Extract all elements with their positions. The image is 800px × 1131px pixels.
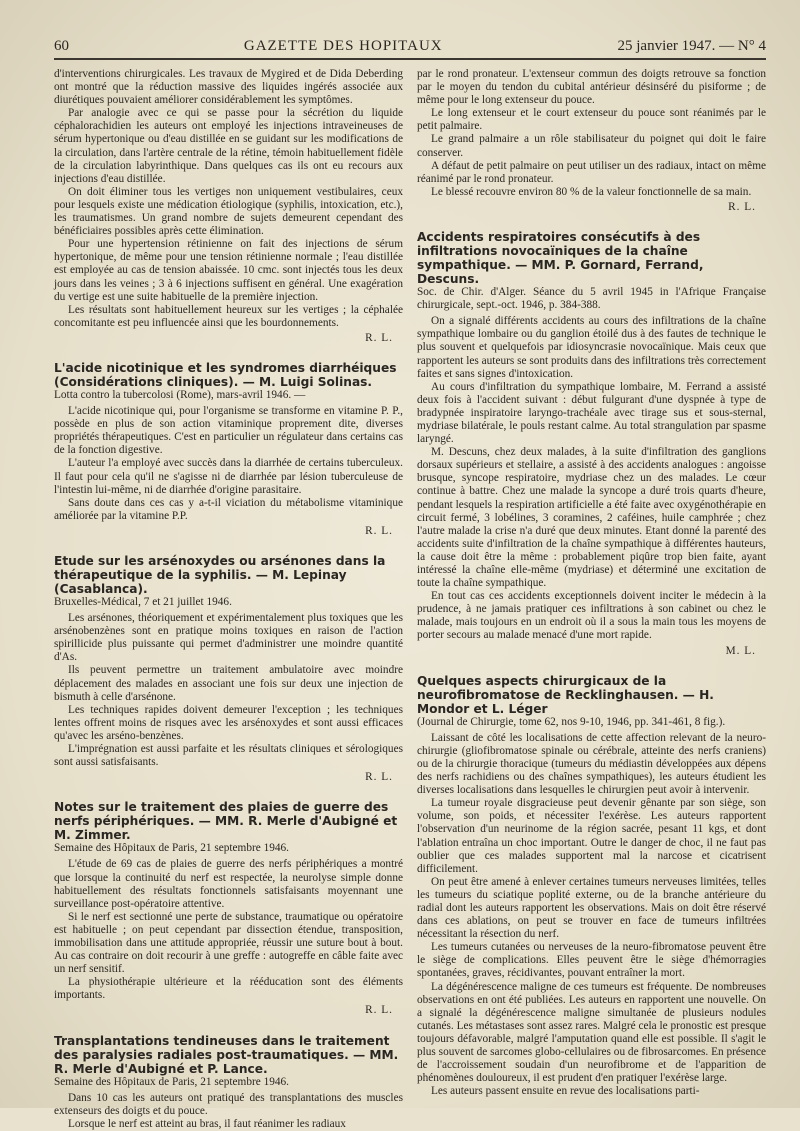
article-title: Etude sur les arsénoxydes ou arsénones dans la thérapeutique de la syphilis. — M. Lepinay (Casablanca). (54, 554, 386, 596)
paragraph: L'acide nicotinique qui, pour l'organisme se transforme en vitamine P. P., possède en plus de son action vitaminique proprement dite, diverses propriétés thérapeutiques. C'est en particulier un régulateur dans certains cas de la fonction digestive. (54, 405, 403, 457)
paragraph: L'étude de 69 cas de plaies de guerre des nerfs périphériques a montré que lorsque la continuité du nerf est respectée, la neurolyse simple donne habituellement des résultats fonctionnels satisfaisants moyennant une surveillance post-opératoire attentive. (54, 858, 403, 910)
paragraph: Ils peuvent permettre un traitement ambulatoire avec moindre déplacement des malades en associant une fois sur deux une injection de bismuth à celle d'arsénone. (54, 664, 403, 703)
article-title: Transplantations tendineuses dans le traitement des paralysies radiales post-traumatiques. — MM. R. Merle d'Aubigné et P. Lance. (54, 1033, 399, 1076)
article-reference: (Journal de Chirurgie, tome 62, nos 9-10, 1946, pp. 341-461, 8 fig.). (417, 715, 726, 728)
paragraph: Si le nerf est sectionné une perte de substance, traumatique ou opératoire est habituelle ; on peut cependant par dissection étendue, transposition, immobilisation dans une attitude appropriée, réussir une suture bout à bout. Au cas contraire on doit recourir à une greffe : autogreffe en câble faite avec un nerf sensitif. (54, 910, 403, 976)
article-title: Accidents respiratoires consécutifs à des infiltrations novocaïniques de la chaîne sympathique. — MM. P. Gornard, Ferrand, Descuns. (417, 230, 704, 287)
paragraph: La tumeur royale disgracieuse peut devenir gênante par son siège, son volume, son poids, et nécessiter l'exérèse. Les auteurs rapportent l'observation d'un neurinome de la région sacrée, pesant 11 kgs, et dont l'ablation entraîna un choc important. Outre le danger de choc, il ne faut pas oublier que ces malades supportent mal la narcose et cicatrisent difficilement. (417, 797, 766, 875)
paragraph: Dans 10 cas les auteurs ont pratiqué des transplantations des muscles extenseurs des doigts et du pouce. (54, 1091, 403, 1117)
paragraph: A défaut de petit palmaire on peut utiliser un des radiaux, intact on même réanimé par le rond pronateur. (417, 159, 766, 185)
article-title: Quelques aspects chirurgicaux de la neurofibromatose de Recklinghausen. — H. Mondor et L. Léger (417, 673, 714, 716)
paragraph: Les tumeurs cutanées ou nerveuses de la neuro-fibromatose peuvent être le siège de complications. Elles peuvent être le siège d'hémorragies spontanées, graves, récidivantes, pouvant entraîner la mort. (417, 941, 766, 980)
paragraph: Les résultats sont habituellement heureux sur les vertiges ; la céphalée concomitante est peu influencée ainsi que les bourdonnements. (54, 303, 403, 329)
paragraph: d'interventions chirurgicales. Les travaux de Mygired et de Dida Deberding ont montré que la réduction massive des liquides ingérés associée aux diurétiques pouvaient améliorer considérablement les symptômes. (54, 68, 403, 107)
article-reference: Semaine des Hôpitaux de Paris, 21 septembre 1946. (54, 1075, 289, 1088)
issue-date: 25 janvier 1947. — N° 4 (617, 38, 766, 54)
article-title: L'acide nicotinique et les syndromes diarrhéiques (Considérations cliniques). — M. Luigi Solinas. (54, 360, 397, 389)
paragraph: Le long extenseur et le court extenseur du pouce sont réanimés par le petit palmaire. (417, 107, 766, 133)
paragraph: Sans doute dans ces cas y a-t-il viciation du métabolisme vitaminique améliorée par la vitamine P.P. (54, 496, 403, 522)
running-header (54, 38, 766, 60)
paragraph: La dégénérescence maligne de ces tumeurs est fréquente. De nombreuses observations en ont été publiées. Les auteurs en rapportent une nouvelle. On a signalé la dégénérescence maligne simultanée de plusieurs nodules cutanés. Les métastases sont assez rares. Malgré cela le pronostic est presque toujours défavorable, malgré l'amputation quand elle est possible. Il s'agit le plus souvent de sarcomes globo-cellulaires ou de fibrosarcomes. En présence de l'accroissement soudain d'un neurofibrome et de l'apparition de phénomènes douloureux, il est prudent d'en pratiquer l'exérèse large. (417, 980, 766, 1085)
signature: R. L. (365, 524, 393, 537)
paragraph: Les techniques rapides doivent demeurer l'exception ; les techniques lentes offrent moins de risques avec les arsénoxydes et sont aussi efficaces qu'avec les arséno-benzènes. (54, 703, 403, 742)
page-number: 60 (54, 38, 69, 54)
paragraph: L'auteur l'a employé avec succès dans la diarrhée de certains tuberculeux. Il faut pour cela qu'il ne s'agisse ni de diarrhée par lésion tuberculeuse de l'intestin lui-même, ni de diarrhée d'origine parasitaire. (54, 457, 403, 496)
paragraph: En tout cas ces accidents exceptionnels doivent inciter le médecin à la prudence, à ne jamais pratiquer ces infiltrations à son cabinet ou chez le malade, mais toujours en un endroit où il a sous la main tous les moyens de porter secours au malade menacé d'une mort rapide. (417, 590, 766, 642)
paragraph: Le grand palmaire a un rôle stabilisateur du poignet qui doit le faire conserver. (417, 133, 766, 159)
signature: M. L. (725, 644, 756, 657)
paragraph: Le blessé recouvre environ 80 % de la valeur fonctionnelle de sa main. (431, 185, 752, 198)
paragraph: La physiothérapie ultérieure et la rééducation sont des éléments importants. (54, 976, 403, 1002)
paragraph: Pour une hypertension rétinienne on fait des injections de sérum hypertonique, de même pour une tension rétinienne normale ; l'eau distillée est employée au cas de tension abaissée. 10 cmc. sont injectés tous les deux jours dans les veines ; 3 à 6 injections suffisent en général. Une exagération du vertige est une suite habituelle de la première injection. (54, 238, 403, 303)
journal-title: GAZETTE DES HOPITAUX (243, 38, 443, 54)
paragraph: Au cours d'infiltration du sympathique lombaire, M. Ferrand a assisté deux fois à l'accident suivant : début fulgurant d'une dyspnée à type de bradypnée inspiratoire laryngo-trachéale avec tirage sus et sous-sternal, mydriase bilatérale, le pouls restant calme. Au total strangulation par spasme laryngé. (417, 380, 766, 446)
paragraph: M. Descuns, chez deux malades, à la suite d'infiltration des ganglions dorsaux supérieurs et stellaire, a assisté à des accidents analogues : angoisse brusque, syncope respiratoire, mydriase chez un des malades. Le cœur continue à battre. Chez une malade la syncope a duré trois quarts d'heure, pendant lesquels la respiration artificielle a été faite avec oxygénothérapie en circuit fermé, 3 lobélines, 3 coramines, 2 caféines, huile camphrée ; chez l'autre malade la crise n'a duré que deux minutes. Etant donné la parenté des accidents suite d'infiltration de la chaîne sympathique à différentes hauteurs, la cause doit être la même : probablement piqûre trop bien faite, ayant intéressé la chaîne elle-même (mydriase) et déterminé une excitation de toute la chaîne sympathique. (417, 446, 766, 590)
paragraph: Laissant de côté les localisations de cette affection relevant de la neuro-chirurgie (gliofibromatose spinale ou cérébrale, atteinte des nerfs craniens) ou de la chirurgie thoracique (tumeurs du médiastin développées aux dépens des nerfs rachidiens ou des chaînes sympathiques), les auteurs étudient les diverses localisations dans lesquelles le chirurgien peut avoir à intervenir. (417, 731, 766, 797)
paragraph: Les auteurs passent ensuite en revue des localisations parti- (431, 1085, 700, 1098)
left-column (54, 68, 403, 1131)
article-reference: Semaine des Hôpitaux de Paris, 21 septembre 1946. (54, 842, 289, 855)
paragraph: On peut être amené à enlever certaines tumeurs nerveuses limitées, telles les tumeurs du sciatique poplité externe, ou de la branche antérieure du radial dont les auteurs rapportent les observations. Mais on doit être réservé dans ces ablations, on peut se trouver en face de tumeurs infiltrées nécessitant la résection du nerf. (417, 875, 766, 941)
article-title: Notes sur le traitement des plaies de guerre des nerfs périphériques. — MM. R. Merle d'Aubigné et M. Zimmer. (54, 800, 398, 843)
paragraph: Par analogie avec ce qui se passe pour la sécrétion du liquide céphalorachidien les auteurs ont employé les injections intraveineuses de sérum hypertonique ou d'eau distillée en se guidant sur les modifications de la circulation, dans l'artère centrale de la rétine, témoin habituellement fidèle de la circulation labyrinthique. Dans quelques cas ils ont eu recours aux injections d'eau distillée. (54, 107, 403, 185)
signature: R. L. (365, 771, 393, 784)
right-column (417, 68, 766, 1131)
signature: R. L. (365, 331, 393, 344)
paragraph: On doit éliminer tous les vertiges non uniquement vestibulaires, ceux pour lesquels existe une médication étiologique (syphilis, intoxication, etc.), les traumatismes. Un grand nombre de sujets demeurent cependant des bénéficiaires possibles après cette élimination. (54, 185, 403, 238)
paragraph: On a signalé différents accidents au cours des infiltrations de la chaîne sympathique lombaire ou du ganglion étoilé dus à des fautes de technique le plus souvent et quelquefois par idiosyncrasie novocaïnique. Mais ceux que rapportent les auteurs se sont produits dans des infiltrations très correctement faites et sans signes d'intoxication. (417, 315, 766, 380)
article-reference: Lotta contro la tubercolosi (Rome), mars-avril 1946. — (54, 388, 306, 401)
paragraph: L'imprégnation est aussi parfaite et les résultats cliniques et sérologiques sont aussi satisfaisants. (54, 743, 403, 769)
paragraph: par le rond pronateur. L'extenseur commun des doigts retrouve sa fonction par le moyen du tendon du cubital antérieur désinséré du pisiforme ; de même pour le long extenseur du pouce. (417, 68, 766, 107)
signature: R. L. (365, 1004, 393, 1017)
article-reference: Soc. de Chir. d'Alger. Séance du 5 avril 1945 in l'Afrique Française chirurgicale, sept.-oct. 1946, p. 384-388. (417, 286, 766, 312)
signature: R. L. (728, 200, 756, 213)
article-reference: Bruxelles-Médical, 7 et 21 juillet 1946. (54, 596, 232, 608)
paragraph: Lorsque le nerf est atteint au bras, il faut réanimer les radiaux (68, 1117, 346, 1130)
paragraph: Les arsénones, théoriquement et expérimentalement plus toxiques que les arsénobenzènes sont en pratique moins toxiques en raison de l'action spirillicide plus puissante qui permet d'administrer une moindre quantité d'As. (54, 612, 403, 664)
